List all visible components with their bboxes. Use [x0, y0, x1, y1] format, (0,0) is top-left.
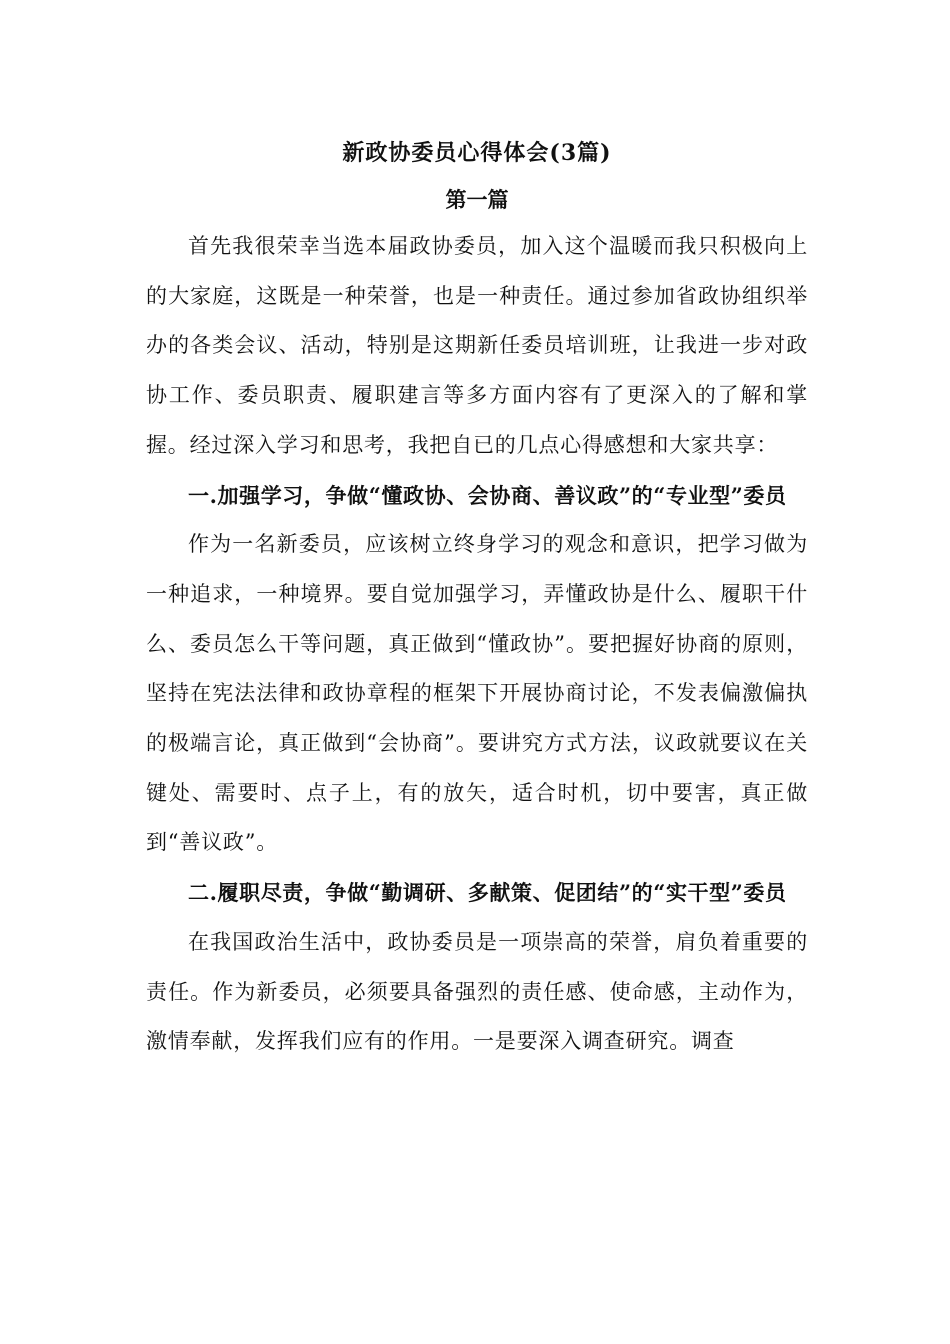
document-title: 新政协委员心得体会(3篇) [342, 140, 612, 166]
intro-paragraph: 首先我很荣幸当选本届政协委员，加入这个温暖而我只积极向上的大家庭，这既是一种荣誉，也是一种责任。通过参加省政协组织举办的各类会议、活动，特别是这期新任委员培训班，让我进一步对政协工作、委员职责、履职建言等多方面内容有了更深入的了解和掌握。经过深入学习和思考，我把自已的几点心得感想和大家共享： [146, 234, 808, 457]
heading-2: 二.履职尽责，争做“勤调研、多献策、促团结”的“实干型”委员 [188, 880, 787, 906]
paragraph-1: 作为一名新委员，应该树立终身学习的观念和意识，把学习做为一种追求，一种境界。要自觉加强学习，弄懂政协是什么、履职干什么、委员怎么干等问题，真正做到“懂政协”。要把握好协商的原则，坚持在宪法法律和政协章程的框架下开展协商讨论，不发表偏激偏执的极端言论，真正做到“会协商”。要讲究方式方法，议政就要议在关键处、需要时、点子上，有的放矢，适合时机，切中要害，真正做到“善议政”。 [146, 532, 808, 855]
section-title: 第一篇 [445, 187, 509, 212]
document-body [146, 128, 808, 1067]
paragraph-2: 在我国政治生活中，政协委员是一项崇高的荣誉，肩负着重要的责任。作为新委员，必须要具备强烈的责任感、使命感，主动作为，激情奉献，发挥我们应有的作用。一是要深入调查研究。调查 [146, 929, 808, 1054]
heading-1: 一.加强学习，争做“懂政协、会协商、善议政”的“专业型”委员 [188, 482, 787, 508]
